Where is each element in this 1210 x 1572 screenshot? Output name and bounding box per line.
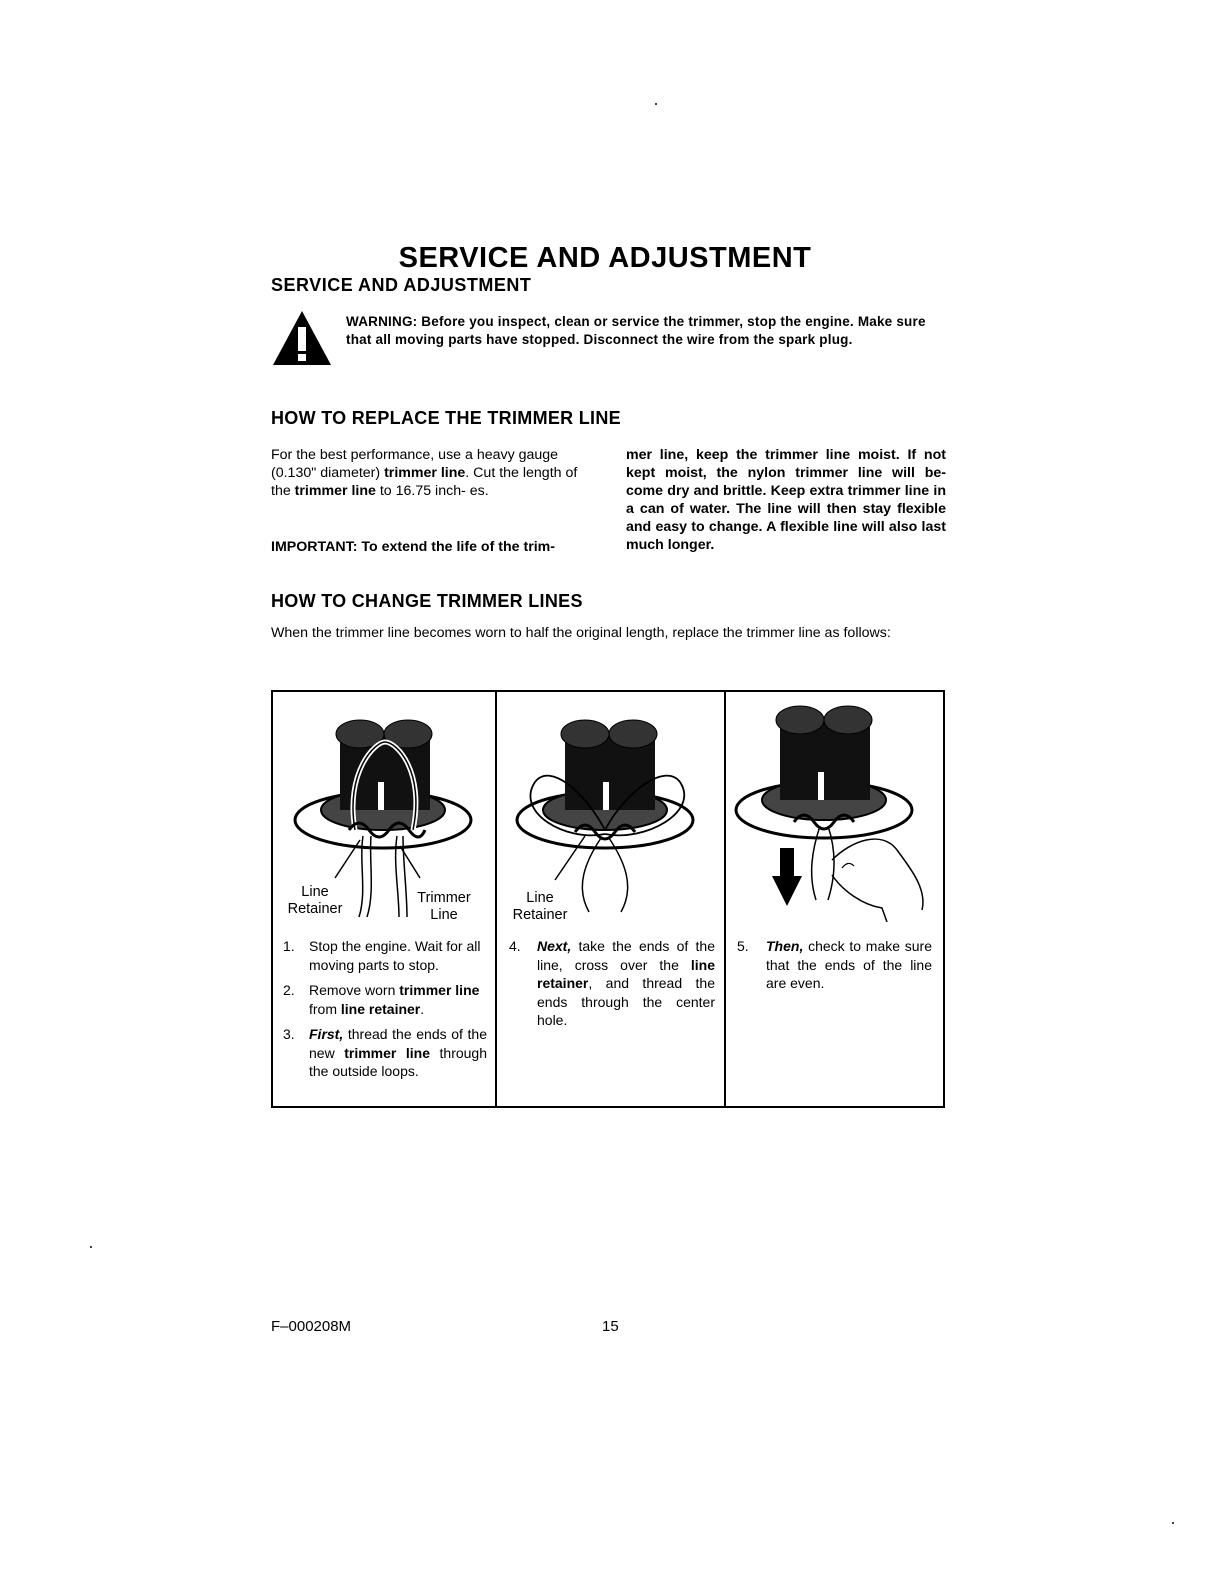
scan-speck — [90, 1246, 92, 1248]
important-note-start: IMPORTANT: To extend the life of the trim- — [271, 539, 556, 555]
line-retainer-label: Line Retainer — [287, 884, 343, 917]
trimmer-head-illustration-3 — [732, 700, 937, 922]
replace-line-heading: HOW TO REPLACE THE TRIMMER LINE — [271, 408, 621, 428]
step-1-text: Stop the engine. Wait for all moving parts to stop. — [309, 938, 481, 973]
warning-triangle-icon — [271, 309, 333, 367]
scan-speck — [1172, 1522, 1174, 1524]
section-title: SERVICE AND ADJUSTMENT — [271, 275, 532, 295]
warning-text: WARNING: Before you inspect, clean or service the trimmer, stop the engine. Make sure that all moving parts have stopped. Disconnect the wire from the spark plug. — [346, 314, 926, 347]
document-code: F–000208M — [271, 1318, 352, 1335]
line-retainer-label: Line Retainer — [512, 890, 568, 923]
replace-left-paragraph: For the best performance, use a heavy gauge (0.130" diameter) trimmer line. Cut the length of the trimmer line to 16.75 inch- es. — [271, 447, 578, 499]
step-2-text: Remove worn trimmer line from line retainer. — [309, 982, 480, 1017]
change-intro-text: When the trimmer line becomes worn to half the original length, replace the trimmer line as follows: — [271, 625, 891, 641]
replace-right-paragraph: mer line, keep the trimmer line moist. If not kept moist, the nylon trimmer line will be- come dry and brittle. Keep extra trimmer line in a can of water. The line will then stay flexible and easy to change. A flexible line will also last much longer. — [626, 447, 946, 553]
step-4: 4. — [509, 938, 521, 954]
step-5: 5. — [737, 938, 749, 954]
step-3: 3. — [283, 1026, 295, 1042]
trimmer-line-label: Trimmer Line — [417, 890, 471, 923]
page-title: SERVICE AND ADJUSTMENT — [398, 242, 812, 274]
change-lines-heading: HOW TO CHANGE TRIMMER LINES — [271, 591, 583, 611]
column-divider — [495, 690, 497, 1108]
step-3-text: First, thread the ends of the new trimmer line through the outside loops. — [309, 1026, 488, 1079]
page-number: 15 — [602, 1318, 619, 1335]
scan-speck — [655, 103, 657, 105]
step-4-text: Next, take the ends of the line, cross over the line retainer, and thread the ends through the center hole. — [537, 938, 715, 1028]
column-divider — [724, 690, 726, 1108]
step-1: 1. — [283, 938, 295, 954]
step-2: 2. — [283, 982, 295, 998]
step-5-text: Then, check to make sure that the ends of the line are even. — [766, 938, 932, 991]
